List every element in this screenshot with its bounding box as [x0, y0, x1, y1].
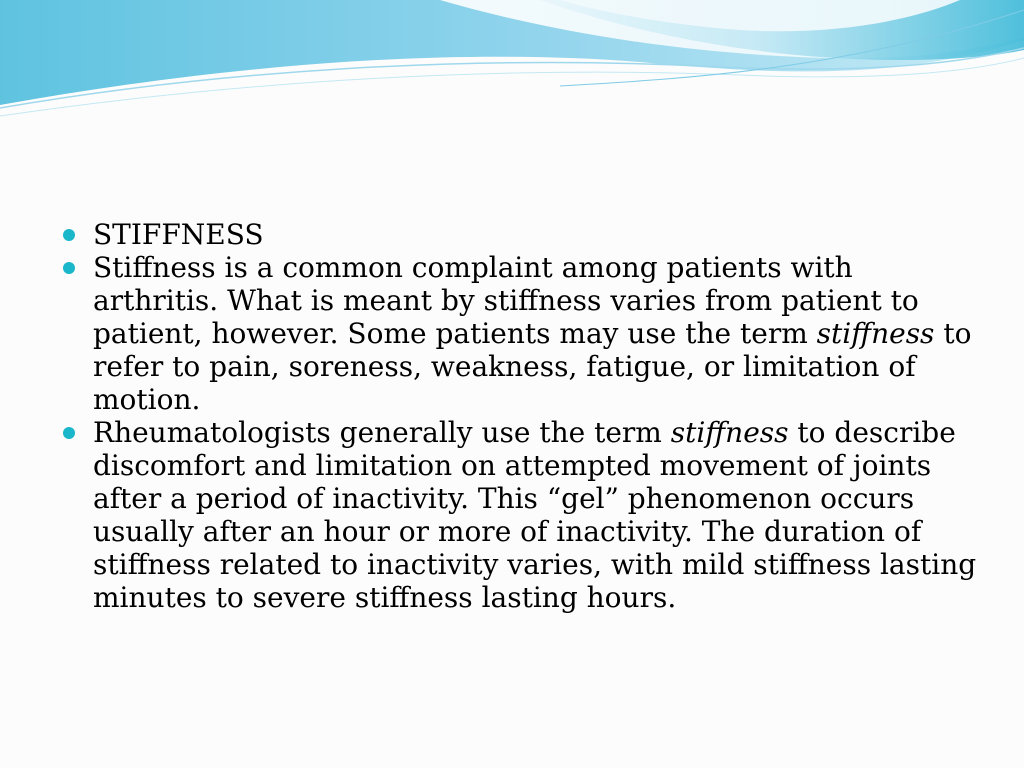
slide-body [60, 218, 980, 614]
bullet-icon [63, 229, 75, 241]
bullet-text-before: Stiffness is a common complaint among patients with arthritis. What is meant by stiffness varies from patient to patient, however. Some patients may use the term [93, 251, 919, 350]
bullet-emphasis: stiffness [816, 317, 935, 350]
bullet-text: STIFFNESS [93, 218, 264, 251]
decorative-wave-header [0, 0, 1024, 130]
bullet-text-before: Rheumatologists generally use the term [93, 416, 671, 449]
bullet-item-rheumatologists [60, 416, 980, 614]
bullet-text-after: to refer to pain, soreness, weakness, fatigue, or limitation of motion. [93, 317, 972, 416]
bullet-item-stiffness-heading [60, 218, 980, 251]
bullet-icon [63, 427, 75, 439]
bullet-text-after: to describe discomfort and limitation on attempted movement of joints after a period of inactivity. This “gel” phenomenon occurs usually after an hour or more of inactivity. The duration of stiffness related to inactivity varies, with mild stiffness lasting minutes to severe stiffness lasting hours. [93, 416, 977, 614]
bullet-list [60, 218, 980, 614]
bullet-item-definition [60, 251, 980, 416]
bullet-icon [63, 262, 75, 274]
bullet-emphasis: stiffness [670, 416, 789, 449]
